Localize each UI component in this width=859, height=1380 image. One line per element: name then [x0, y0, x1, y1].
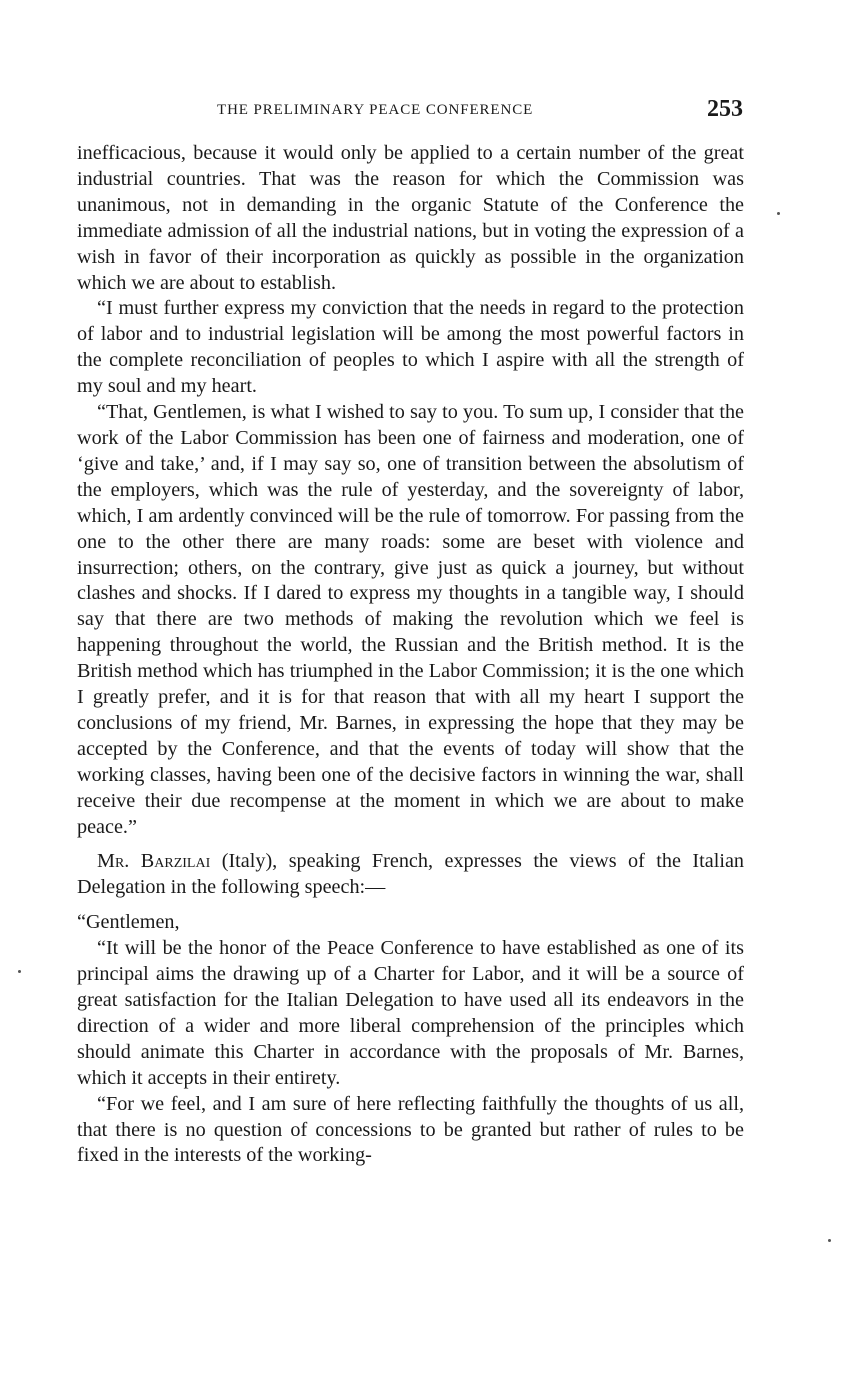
- speaker-introduction: [77, 849, 744, 901]
- paragraph-continuation: inefficacious, because it would only be applied to a certain number of the great industrial countries. That was the reason for which the Commission was unanimous, not in demanding in the organic Statute of the Conference the immediate admission of all the industrial nations, but in voting the expression of a wish in favor of their incorporation as quickly as possible in the organization which we are about to establish.: [77, 142, 744, 294]
- margin-speck: [18, 970, 21, 973]
- running-title: THE PRELIMINARY PEACE CONFERENCE: [217, 102, 534, 118]
- speech-paragraph-rules: “For we feel, and I am sure of here reflecting faithfully the thoughts of us all, that there is no question of concessions to be granted but rather of rules to be fixed in the interests of the working-: [77, 1092, 744, 1167]
- running-head: [0, 96, 859, 126]
- speaker-name: Mr. Barzilai: [97, 850, 211, 873]
- margin-speck: [777, 212, 780, 215]
- speaker-intro-text: (Italy), speaking French, expresses the views of the Italian Delegation in the following speech:—: [77, 850, 744, 899]
- paragraph-summary: “That, Gentlemen, is what I wished to say to you. To sum up, I consider that the work of the Labor Commission has been one of fairness and moderation, one of ‘give and take,’ and, if I may say so, one of transition between the absolutism of the employers, which was the rule of yesterday, and the sovereignty of labor, which, I am ardently convinced will be the rule of tomorrow. For passing from the one to the other there are many roads: some are beset with violence and insurrection; others, on the contrary, give just as quick a journey, but without clashes and shocks. If I dared to express my thoughts in a tangible way, I should say that there are two methods of making the revolution which we feel is happening throughout the world, the Russian and the British method. It is the British method which has triumphed in the Labor Commission; it is the one which I greatly prefer, and it is for that reason that with all my heart I support the conclusions of my friend, Mr. Barnes, in expressing the hope that they may be accepted by the Conference, and that the events of today will show that the working classes, having been one of the decisive factors in winning the war, shall receive their due recompense at the moment in which we are about to make peace.”: [77, 401, 744, 838]
- salutation: “Gentlemen,: [77, 911, 180, 934]
- body-text: [77, 141, 744, 1169]
- paragraph-conviction: “I must further express my conviction that the needs in regard to the protection of labor and to industrial legislation will be among the most powerful factors in the complete reconciliation of peoples to which I aspire with all the strength of my soul and my heart.: [77, 297, 744, 398]
- speech-paragraph-charter: “It will be the honor of the Peace Conference to have established as one of its principal aims the drawing up of a Charter for Labor, and it will be a source of great satisfaction for the Italian Delegation to have used all its endeavors in the direction of a wider and more liberal comprehension of the principles which should animate this Charter in accordance with the proposals of Mr. Barnes, which it accepts in their entirety.: [77, 937, 744, 1089]
- page-number: 253: [707, 96, 743, 122]
- margin-speck: [828, 1239, 831, 1242]
